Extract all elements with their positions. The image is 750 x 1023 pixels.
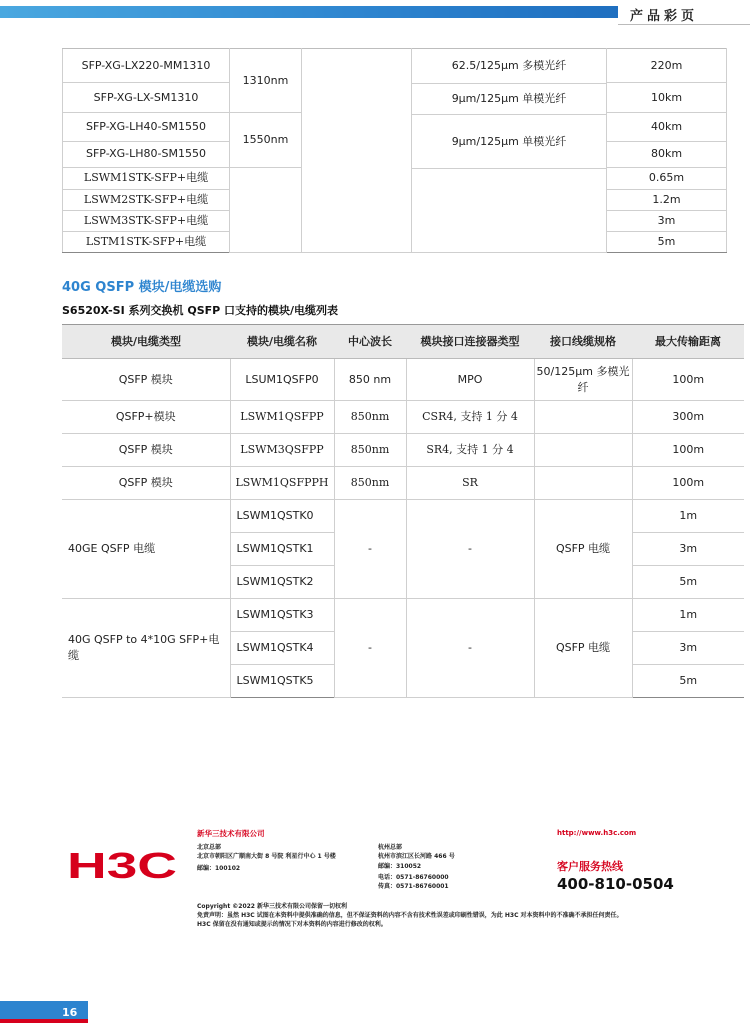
table-cell: 300m xyxy=(632,401,744,434)
table-cell: 1.2m xyxy=(607,190,727,211)
table-cell: 10km xyxy=(607,83,727,113)
footer-url-link[interactable]: http://www.h3c.com xyxy=(557,829,637,837)
table-cell: 1310nm xyxy=(230,49,302,113)
fiber-spec-2: 9μm/125μm 单模光纤 xyxy=(412,84,606,115)
table-cell: SFP-XG-LH80-SM1550 xyxy=(63,141,230,167)
table-cell: 50/125μm 多模光纤 xyxy=(534,359,632,401)
header-rule xyxy=(618,24,750,25)
table-cell xyxy=(534,401,632,434)
table-cell: CSR4, 支持 1 分 4 xyxy=(406,401,534,434)
footer-copyright: Copyright ©2022 新华三技术有限公司保留一切权利 xyxy=(197,903,348,910)
footer-hz-zip: 邮编：310052 xyxy=(378,863,422,870)
table-cell: QSFP+模块 xyxy=(62,401,230,434)
table-cell: 100m xyxy=(632,434,744,467)
table-cell: LSWM1QSFPPH xyxy=(230,467,334,500)
table-cell: 5m xyxy=(607,232,727,253)
table-cell: QSFP 模块 xyxy=(62,467,230,500)
table-row xyxy=(63,49,727,83)
table-cell: LSWM1STK-SFP+电缆 xyxy=(63,167,230,190)
column-header: 模块/电缆名称 xyxy=(230,325,334,359)
table-cell: LSWM1QSTK0 xyxy=(230,500,334,533)
footer-hz-title: 杭州总部 xyxy=(378,844,403,851)
column-header: 模块接口连接器类型 xyxy=(406,325,534,359)
table-cell xyxy=(230,167,302,253)
table-cell: LSWM1QSTK3 xyxy=(230,599,334,632)
table-cell: QSFP 模块 xyxy=(62,434,230,467)
table-cell: LSTM1STK-SFP+电缆 xyxy=(63,232,230,253)
table-cell: LSWM1QSTK1 xyxy=(230,533,334,566)
qsfp-module-table xyxy=(62,324,744,698)
table-cell: 1m xyxy=(632,599,744,632)
table-row xyxy=(62,359,744,401)
footer-hz-tel: 电话：0571-86760000 xyxy=(378,874,449,881)
table-header-row xyxy=(62,325,744,359)
table-row xyxy=(62,467,744,500)
table-cell: LSWM2STK-SFP+电缆 xyxy=(63,190,230,211)
table-cell: - xyxy=(406,599,534,698)
table-cell: 5m xyxy=(632,566,744,599)
footer-hotline-title: 客户服务热线 xyxy=(557,860,623,873)
footer-hz-address: 杭州市滨江区长河路 466 号 xyxy=(378,853,455,860)
sfp-continued-table xyxy=(62,48,727,253)
footer-bj-address: 北京市朝阳区广顺南大街 8 号院 利星行中心 1 号楼 xyxy=(197,853,336,860)
table-cell: 5m xyxy=(632,665,744,698)
table-cell: SFP-XG-LX-SM1310 xyxy=(63,83,230,113)
table-cell: SFP-XG-LH40-SM1550 xyxy=(63,113,230,142)
column-header: 中心波长 xyxy=(334,325,406,359)
table-cell: 1550nm xyxy=(230,113,302,168)
table-row xyxy=(62,401,744,434)
table-cell: 3m xyxy=(607,211,727,232)
footer-disclaimer: 免责声明：虽然 H3C 试图在本资料中提供准确的信息，但不保证资料的内容不含有技术性误差或印刷性错误，为此 H3C 对本资料中的不准确不承担任何责任。 xyxy=(197,912,623,919)
table-cell: LSWM3STK-SFP+电缆 xyxy=(63,211,230,232)
table-cell: QSFP 模块 xyxy=(62,359,230,401)
table-cell xyxy=(302,49,412,253)
table-row xyxy=(62,500,744,533)
fiber-spec-1: 62.5/125μm 多模光纤 xyxy=(412,49,606,84)
section-title: 40G QSFP 模块/电缆选购 xyxy=(62,280,222,295)
table-cell: 850nm xyxy=(334,467,406,500)
logo-text: H3C xyxy=(67,848,177,882)
table-cell: SFP-XG-LX220-MM1310 xyxy=(63,49,230,83)
footer-bj-zip: 邮编：100102 xyxy=(197,865,241,872)
footer-hotline-number: 400-810-0504 xyxy=(557,875,674,893)
table-cell: 850 nm xyxy=(334,359,406,401)
table-cell xyxy=(534,467,632,500)
table-cell: 3m xyxy=(632,533,744,566)
table-cell: 3m xyxy=(632,632,744,665)
footer-company: 新华三技术有限公司 xyxy=(197,829,265,838)
table-cell: LSWM1QSFPP xyxy=(230,401,334,434)
table-cell: LSWM1QSTK2 xyxy=(230,566,334,599)
page-number-accent xyxy=(0,1019,88,1023)
table-cell xyxy=(412,49,607,253)
table-row xyxy=(62,434,744,467)
header-band xyxy=(0,6,618,18)
table-cell: LSWM3QSFPP xyxy=(230,434,334,467)
page-header xyxy=(0,0,750,30)
table-cell: MPO xyxy=(406,359,534,401)
table-cell: 100m xyxy=(632,467,744,500)
table-cell: 220m xyxy=(607,49,727,83)
table-cell: 850nm xyxy=(334,434,406,467)
table-cell: - xyxy=(334,500,406,599)
table-cell: - xyxy=(334,599,406,698)
table-cell: QSFP 电缆 xyxy=(534,500,632,599)
cable-spec-blank xyxy=(412,169,606,252)
table-cell: 40GE QSFP 电缆 xyxy=(62,500,230,599)
section-subtitle: S6520X-SI 系列交换机 QSFP 口支持的模块/电缆列表 xyxy=(62,304,339,317)
table-cell: QSFP 电缆 xyxy=(534,599,632,698)
footer-disclaimer-2: H3C 保留在没有通知或提示的情况下对本资料的内容进行修改的权利。 xyxy=(197,921,387,928)
table-cell: 100m xyxy=(632,359,744,401)
table-cell: LSWM1QSTK5 xyxy=(230,665,334,698)
table-row xyxy=(62,599,744,632)
footer-hz-fax: 传真：0571-86760001 xyxy=(378,883,449,890)
page-number: 16 xyxy=(62,1006,78,1019)
table-cell: 40G QSFP to 4*10G SFP+电缆 xyxy=(62,599,230,698)
fiber-spec-3: 9μm/125μm 单模光纤 xyxy=(412,115,606,169)
table-cell: 40km xyxy=(607,113,727,142)
table-cell: SR xyxy=(406,467,534,500)
page-header-title: 产品彩页 xyxy=(630,9,699,24)
table-cell: - xyxy=(406,500,534,599)
column-header: 最大传输距离 xyxy=(632,325,744,359)
table-cell: 80km xyxy=(607,141,727,167)
h3c-logo xyxy=(67,848,179,882)
column-header: 模块/电缆类型 xyxy=(62,325,230,359)
table-cell: 0.65m xyxy=(607,167,727,190)
table-cell: 1m xyxy=(632,500,744,533)
table-cell: 850nm xyxy=(334,401,406,434)
column-header: 接口线缆规格 xyxy=(534,325,632,359)
table-cell: SR4, 支持 1 分 4 xyxy=(406,434,534,467)
table-cell: LSUM1QSFP0 xyxy=(230,359,334,401)
footer-bj-title: 北京总部 xyxy=(197,844,222,851)
table-cell: LSWM1QSTK4 xyxy=(230,632,334,665)
table-cell xyxy=(534,434,632,467)
